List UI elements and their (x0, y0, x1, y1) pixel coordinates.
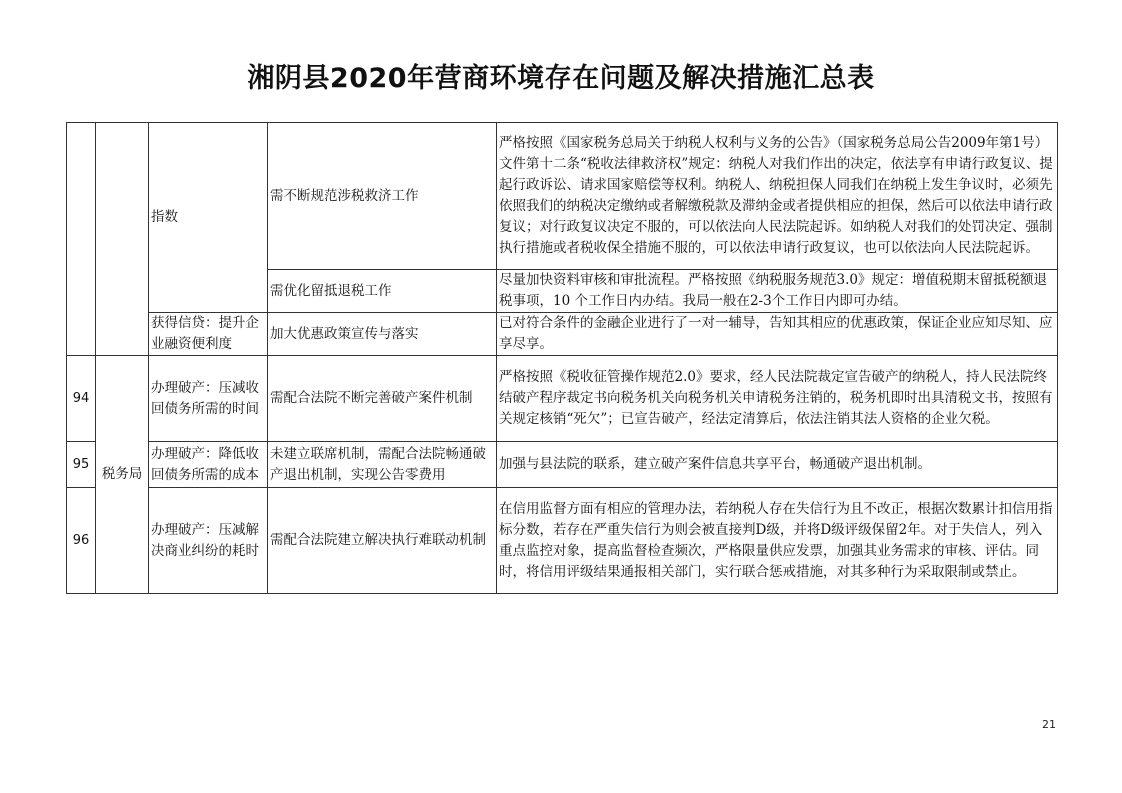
page-title: 湘阴县2020年营商环境存在问题及解决措施汇总表 (247, 63, 875, 94)
row-number: 96 (67, 488, 96, 594)
measure-cell: 已对符合条件的金融企业进行了一对一辅导，告知其相应的优惠政策，保证企业应知尽知、应享尽享。 (497, 313, 1058, 356)
table-row (67, 356, 1058, 442)
problem-cell: 需不断规范涉税救济工作 (268, 123, 497, 270)
summary-table (66, 122, 1058, 594)
indicator-cell: 办理破产：降低收回债务所需的成本 (149, 442, 268, 488)
department-cell: 税务局 (96, 356, 149, 594)
problem-cell: 未建立联席机制，需配合法院畅通破产退出机制，实现公告零费用 (268, 442, 497, 488)
table-row (67, 488, 1058, 594)
table-row (67, 442, 1058, 488)
measure-cell: 在信用监督方面有相应的管理办法，若纳税人存在失信行为且不改正，根据次数累计扣信用指标分数，若存在严重失信行为则会被直接判D级，并将D级评级保留2年。对于失信人，列入重点监控对象，提高监督检查频次，严格限量供应发票，加强其业务需求的审核、评估。同时，将信用评级结果通报相关部门，实行联合惩戒措施，对其多种行为采取限制或禁止。 (497, 488, 1058, 594)
indicator-cell: 办理破产：压减收回债务所需的时间 (149, 356, 268, 442)
measure-cell: 尽量加快资料审核和审批流程。严格按照《纳税服务规范3.0》规定：增值税期末留抵税额退税事项，10 个工作日内办结。我局一般在2-3个工作日内即可办结。 (497, 270, 1058, 313)
measure-cell: 严格按照《国家税务总局关于纳税人权利与义务的公告》（国家税务总局公告2009年第1号）文件第十二条“税收法律救济权”规定：纳税人对我们作出的决定，依法享有申请行政复议、提起行政诉讼、请求国家赔偿等权利。纳税人、纳税担保人同我们在纳税上发生争议时，必须先依照我们的纳税决定缴纳或者解缴税款及滞纳金或者提供相应的担保，然后可以依法申请行政复议；对行政复议决定不服的，可以依法向人民法院起诉。如纳税人对我们的处罚决定、强制执行措施或者税收保全措施不服的，可以依法申请行政复议，也可以依法向人民法院起诉。 (497, 123, 1058, 270)
problem-cell: 加大优惠政策宣传与落实 (268, 313, 497, 356)
problem-cell: 需配合法院不断完善破产案件机制 (268, 356, 497, 442)
measure-cell: 加强与县法院的联系，建立破产案件信息共享平台，畅通破产退出机制。 (497, 442, 1058, 488)
row-number: 94 (67, 356, 96, 442)
page-number: 21 (1042, 718, 1056, 731)
department-cell (96, 123, 149, 356)
indicator-cell: 指数 (149, 123, 268, 313)
measure-cell: 严格按照《税收征管操作规范2.0》要求，经人民法院裁定宣告破产的纳税人，持人民法院终结破产程序裁定书向税务机关向税务机关申请税务注销的，税务机即时出具清税文书，按照有关规定核销“死欠”；已宣告破产，经法定清算后，依法注销其法人资格的企业欠税。 (497, 356, 1058, 442)
indicator-cell: 获得信贷：提升企业融资便利度 (149, 313, 268, 356)
problem-cell: 需配合法院建立解决执行难联动机制 (268, 488, 497, 594)
problem-cell: 需优化留抵退税工作 (268, 270, 497, 313)
table-row (67, 313, 1058, 356)
indicator-cell: 办理破产：压减解决商业纠纷的耗时 (149, 488, 268, 594)
table-row (67, 123, 1058, 270)
row-number (67, 123, 96, 356)
row-number: 95 (67, 442, 96, 488)
